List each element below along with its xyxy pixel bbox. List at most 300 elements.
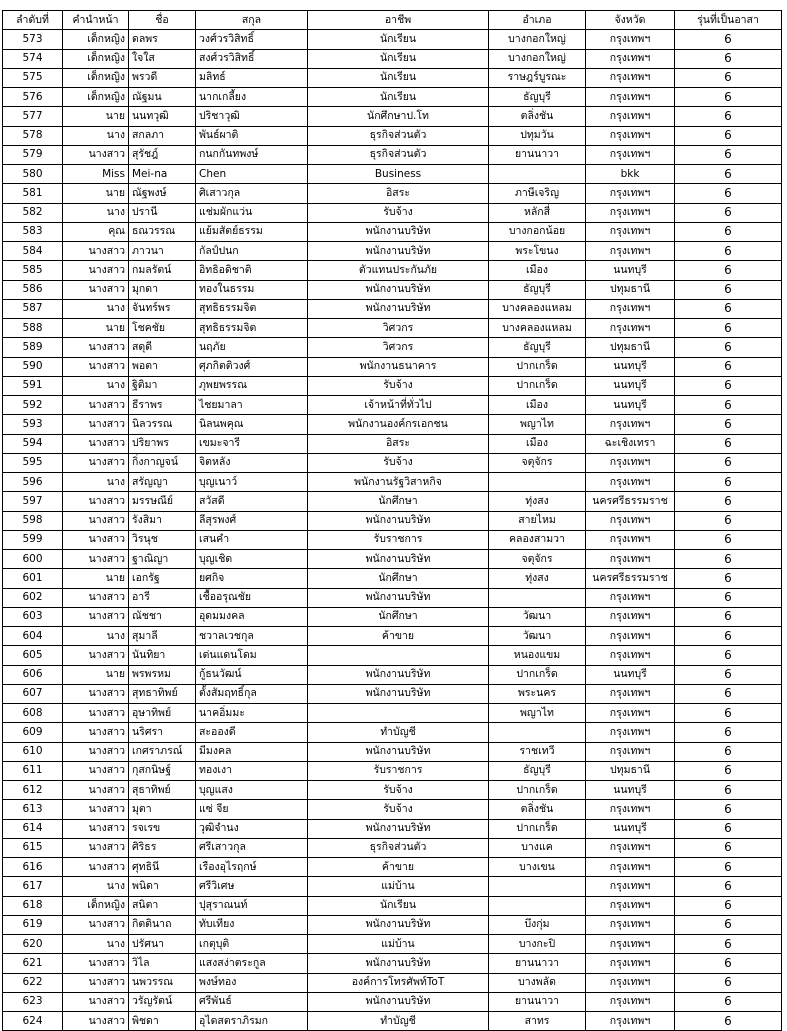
cell-province: กรุงเทพฯ (586, 627, 675, 646)
cell-no: 618 (3, 896, 63, 915)
cell-district: ปทุมวัน (489, 126, 586, 145)
table-row (3, 473, 782, 492)
cell-no: 587 (3, 299, 63, 318)
cell-district: บางพลัด (489, 973, 586, 992)
cell-first-name: ใจใส (129, 49, 196, 68)
cell-no: 619 (3, 915, 63, 934)
cell-last-name: ภุพยพรรณ (196, 376, 308, 395)
cell-occupation: พนักงานบริษัท (308, 742, 489, 761)
cell-generation: 6 (675, 145, 782, 164)
cell-province: กรุงเทพฯ (586, 935, 675, 954)
cell-last-name: แซ่ จีย (196, 800, 308, 819)
cell-occupation: ค้าขาย (308, 627, 489, 646)
cell-generation: 6 (675, 858, 782, 877)
cell-no: 601 (3, 569, 63, 588)
cell-prefix: นางสาว (63, 607, 129, 626)
cell-no: 612 (3, 781, 63, 800)
cell-province: กรุงเทพฯ (586, 877, 675, 896)
cell-last-name: นาคอิ่มมะ (196, 704, 308, 723)
cell-occupation: พนักงานบริษัท (308, 915, 489, 934)
cell-no: 573 (3, 30, 63, 49)
cell-occupation: พนักงานบริษัท (308, 665, 489, 684)
cell-prefix: นางสาว (63, 973, 129, 992)
table-row (3, 723, 782, 742)
cell-generation: 6 (675, 473, 782, 492)
cell-no: 600 (3, 550, 63, 569)
cell-prefix: นาง (63, 376, 129, 395)
cell-last-name: สุทธิธรรมจิต (196, 299, 308, 318)
cell-prefix: เด็กหญิง (63, 896, 129, 915)
cell-province: นนทบุรี (586, 357, 675, 376)
cell-prefix: นาง (63, 126, 129, 145)
cell-occupation: พนักงานบริษัท (308, 819, 489, 838)
cell-no: 591 (3, 376, 63, 395)
cell-district: ปากเกร็ด (489, 781, 586, 800)
cell-last-name: เกตุบุติ (196, 935, 308, 954)
cell-first-name: ฐิติมา (129, 376, 196, 395)
cell-last-name: ทับเทียง (196, 915, 308, 934)
cell-prefix: นาง (63, 473, 129, 492)
volunteer-table (2, 10, 782, 1031)
cell-generation: 6 (675, 30, 782, 49)
cell-first-name: ดลพร (129, 30, 196, 49)
table-row (3, 511, 782, 530)
cell-province: กรุงเทพฯ (586, 915, 675, 934)
cell-occupation: พนักงานธนาคาร (308, 357, 489, 376)
cell-last-name: กู้ธนวัฒน์ (196, 665, 308, 684)
cell-district (489, 896, 586, 915)
table-row (3, 646, 782, 665)
cell-province: กรุงเทพฯ (586, 473, 675, 492)
cell-prefix: นางสาว (63, 338, 129, 357)
header-no: ลำดับที่ (3, 11, 63, 30)
cell-first-name: สุธาทิพย์ (129, 781, 196, 800)
cell-generation: 6 (675, 896, 782, 915)
cell-district: เมือง (489, 434, 586, 453)
cell-province: นนทบุรี (586, 781, 675, 800)
cell-last-name: บุญเชิด (196, 550, 308, 569)
cell-first-name: นิลวรรณ (129, 415, 196, 434)
cell-province: กรุงเทพฯ (586, 607, 675, 626)
cell-occupation: พนักงานบริษัท (308, 684, 489, 703)
cell-province: นนทบุรี (586, 665, 675, 684)
cell-first-name: ปรัศนา (129, 935, 196, 954)
cell-province: กรุงเทพฯ (586, 222, 675, 241)
cell-generation: 6 (675, 607, 782, 626)
cell-occupation: พนักงานบริษัท (308, 511, 489, 530)
cell-generation: 6 (675, 280, 782, 299)
cell-province: ฉะเชิงเทรา (586, 434, 675, 453)
cell-generation: 6 (675, 165, 782, 184)
cell-province: ปทุมธานี (586, 761, 675, 780)
cell-prefix: Miss (63, 165, 129, 184)
cell-province: กรุงเทพฯ (586, 415, 675, 434)
cell-no: 611 (3, 761, 63, 780)
cell-generation: 6 (675, 992, 782, 1011)
cell-district: หนองแขม (489, 646, 586, 665)
table-row (3, 992, 782, 1011)
cell-occupation: รับจ้าง (308, 781, 489, 800)
table-row (3, 145, 782, 164)
cell-generation: 6 (675, 357, 782, 376)
cell-occupation: ทำบัญชี (308, 1012, 489, 1031)
cell-first-name: โชคชัย (129, 319, 196, 338)
table-row (3, 126, 782, 145)
cell-district: บางกอกใหญ่ (489, 30, 586, 49)
cell-prefix: นางสาว (63, 858, 129, 877)
table-row (3, 68, 782, 87)
cell-prefix: นางสาว (63, 396, 129, 415)
cell-first-name: พนิดา (129, 877, 196, 896)
cell-prefix: นางสาว (63, 261, 129, 280)
cell-no: 593 (3, 415, 63, 434)
cell-generation: 6 (675, 396, 782, 415)
cell-province: กรุงเทพฯ (586, 588, 675, 607)
cell-prefix: นางสาว (63, 819, 129, 838)
cell-generation: 6 (675, 800, 782, 819)
cell-generation: 6 (675, 299, 782, 318)
cell-last-name: เด่นแดนโดม (196, 646, 308, 665)
cell-occupation: นักเรียน (308, 68, 489, 87)
header-district: อำเภอ (489, 11, 586, 30)
cell-prefix: นาย (63, 569, 129, 588)
cell-no: 607 (3, 684, 63, 703)
cell-occupation: ค้าขาย (308, 858, 489, 877)
header-first-name: ชื่อ (129, 11, 196, 30)
cell-no: 581 (3, 184, 63, 203)
cell-first-name: พรวดี (129, 68, 196, 87)
cell-occupation: ธุรกิจส่วนตัว (308, 126, 489, 145)
cell-occupation: อิสระ (308, 184, 489, 203)
cell-district: ปากเกร็ด (489, 665, 586, 684)
cell-last-name: ปริชาวุฒิ (196, 107, 308, 126)
cell-first-name: วิไล (129, 954, 196, 973)
cell-generation: 6 (675, 88, 782, 107)
cell-last-name: ศรีวิเศษ (196, 877, 308, 896)
cell-generation: 6 (675, 184, 782, 203)
cell-district: บางกอกใหญ่ (489, 49, 586, 68)
cell-occupation: ตัวแทนประกันภัย (308, 261, 489, 280)
cell-occupation: รับราชการ (308, 761, 489, 780)
cell-prefix: นางสาว (63, 915, 129, 934)
table-row (3, 665, 782, 684)
cell-first-name: ธณวรรณ (129, 222, 196, 241)
cell-district: พญาไท (489, 704, 586, 723)
cell-province: กรุงเทพฯ (586, 319, 675, 338)
header-occupation: อาชีพ (308, 11, 489, 30)
cell-prefix: นางสาว (63, 838, 129, 857)
cell-first-name: วิรนุช (129, 530, 196, 549)
cell-last-name: วุฒิจำนง (196, 819, 308, 838)
cell-province: นนทบุรี (586, 396, 675, 415)
cell-last-name: ศรีเสาวกุล (196, 838, 308, 857)
table-row (3, 761, 782, 780)
table-row (3, 954, 782, 973)
table-row (3, 877, 782, 896)
cell-first-name: ณัฐมน (129, 88, 196, 107)
table-row (3, 453, 782, 472)
cell-no: 599 (3, 530, 63, 549)
cell-first-name: เกศราภรณ์ (129, 742, 196, 761)
cell-last-name: นฤภัย (196, 338, 308, 357)
cell-prefix: เด็กหญิง (63, 68, 129, 87)
cell-first-name: รจเรข (129, 819, 196, 838)
cell-occupation: พนักงานองค์กรเอกชน (308, 415, 489, 434)
cell-no: 595 (3, 453, 63, 472)
cell-occupation: พนักงานบริษัท (308, 280, 489, 299)
cell-district: วัฒนา (489, 627, 586, 646)
table-row (3, 530, 782, 549)
cell-no: 586 (3, 280, 63, 299)
table-row (3, 49, 782, 68)
cell-no: 583 (3, 222, 63, 241)
cell-no: 615 (3, 838, 63, 857)
cell-first-name: ภาวนา (129, 242, 196, 261)
cell-occupation (308, 646, 489, 665)
cell-province: กรุงเทพฯ (586, 453, 675, 472)
cell-last-name: ศิเสาวกุล (196, 184, 308, 203)
cell-occupation: นักเรียน (308, 88, 489, 107)
cell-province: นนทบุรี (586, 819, 675, 838)
table-row (3, 858, 782, 877)
table-row (3, 415, 782, 434)
cell-prefix: นาง (63, 299, 129, 318)
cell-prefix: คุณ (63, 222, 129, 241)
table-row (3, 1012, 782, 1031)
cell-no: 579 (3, 145, 63, 164)
cell-generation: 6 (675, 588, 782, 607)
cell-province: นครศรีธรรมราช (586, 492, 675, 511)
cell-last-name: มีมงคล (196, 742, 308, 761)
cell-prefix: นางสาว (63, 1012, 129, 1031)
cell-generation: 6 (675, 704, 782, 723)
cell-district: ปากเกร็ด (489, 357, 586, 376)
cell-generation: 6 (675, 376, 782, 395)
cell-no: 585 (3, 261, 63, 280)
cell-district: บางกอกน้อย (489, 222, 586, 241)
cell-last-name: แช่มผักแว่น (196, 203, 308, 222)
cell-first-name: พิชดา (129, 1012, 196, 1031)
cell-district: ธัญบุรี (489, 280, 586, 299)
cell-generation: 6 (675, 126, 782, 145)
cell-province: กรุงเทพฯ (586, 550, 675, 569)
cell-generation: 6 (675, 646, 782, 665)
cell-last-name: ยศกิจ (196, 569, 308, 588)
table-row (3, 819, 782, 838)
cell-generation: 6 (675, 511, 782, 530)
table-row (3, 242, 782, 261)
cell-district: บางคลองแหลม (489, 299, 586, 318)
cell-province: กรุงเทพฯ (586, 992, 675, 1011)
cell-last-name: จิตหลัง (196, 453, 308, 472)
cell-first-name: สุทธาทิพย์ (129, 684, 196, 703)
cell-no: 584 (3, 242, 63, 261)
cell-first-name: ศุทธินี (129, 858, 196, 877)
table-row (3, 357, 782, 376)
cell-prefix: นางสาว (63, 415, 129, 434)
cell-district: ตลิ่งชัน (489, 800, 586, 819)
cell-prefix: นาย (63, 107, 129, 126)
cell-occupation: นักศึกษา (308, 569, 489, 588)
cell-generation: 6 (675, 261, 782, 280)
cell-province: กรุงเทพฯ (586, 203, 675, 222)
cell-generation: 6 (675, 935, 782, 954)
table-row (3, 376, 782, 395)
table-row (3, 492, 782, 511)
cell-last-name: ศุภกิตติวงศ์ (196, 357, 308, 376)
cell-no: 614 (3, 819, 63, 838)
cell-last-name: เชื้ออรุณชัย (196, 588, 308, 607)
cell-prefix: นางสาว (63, 646, 129, 665)
cell-district: ราชเทวี (489, 742, 586, 761)
cell-last-name: สะอองดี (196, 723, 308, 742)
cell-province: กรุงเทพฯ (586, 88, 675, 107)
table-row (3, 896, 782, 915)
cell-prefix: นางสาว (63, 588, 129, 607)
table-row (3, 165, 782, 184)
cell-prefix: นาง (63, 935, 129, 954)
cell-last-name: ทองในธรรม (196, 280, 308, 299)
cell-prefix: นางสาว (63, 511, 129, 530)
cell-last-name: อุดมมงคล (196, 607, 308, 626)
cell-province: กรุงเทพฯ (586, 896, 675, 915)
cell-occupation: พนักงานบริษัท (308, 222, 489, 241)
cell-occupation: รับราชการ (308, 530, 489, 549)
table-row (3, 838, 782, 857)
cell-no: 609 (3, 723, 63, 742)
cell-occupation: พนักงานบริษัท (308, 550, 489, 569)
cell-occupation (308, 704, 489, 723)
cell-no: 580 (3, 165, 63, 184)
table-row (3, 781, 782, 800)
cell-district: ยานนาวา (489, 992, 586, 1011)
cell-first-name: สุรัชฎ์ (129, 145, 196, 164)
cell-no: 608 (3, 704, 63, 723)
table-row (3, 704, 782, 723)
cell-first-name: มุตา (129, 800, 196, 819)
cell-no: 606 (3, 665, 63, 684)
cell-no: 616 (3, 858, 63, 877)
table-row (3, 434, 782, 453)
cell-generation: 6 (675, 723, 782, 742)
cell-no: 589 (3, 338, 63, 357)
table-row (3, 319, 782, 338)
cell-province: กรุงเทพฯ (586, 49, 675, 68)
cell-last-name: Chen (196, 165, 308, 184)
cell-occupation: วิศวกร (308, 338, 489, 357)
cell-generation: 6 (675, 819, 782, 838)
cell-first-name: ณัฐพงษ์ (129, 184, 196, 203)
cell-province: กรุงเทพฯ (586, 742, 675, 761)
cell-district: บางกะปิ (489, 935, 586, 954)
table-row (3, 396, 782, 415)
cell-no: 596 (3, 473, 63, 492)
cell-generation: 6 (675, 319, 782, 338)
cell-first-name: สนิตา (129, 896, 196, 915)
cell-no: 597 (3, 492, 63, 511)
cell-first-name: สุมาลี (129, 627, 196, 646)
cell-prefix: นางสาว (63, 492, 129, 511)
cell-occupation: พนักงานบริษัท (308, 588, 489, 607)
cell-no: 623 (3, 992, 63, 1011)
cell-prefix: นางสาว (63, 800, 129, 819)
cell-occupation: นักศึกษา (308, 492, 489, 511)
cell-first-name: ณัชชา (129, 607, 196, 626)
cell-province: กรุงเทพฯ (586, 242, 675, 261)
cell-first-name: นพวรรณ (129, 973, 196, 992)
cell-district: ยานนาวา (489, 954, 586, 973)
cell-no: 602 (3, 588, 63, 607)
cell-generation: 6 (675, 781, 782, 800)
cell-occupation: เจ้าหน้าที่ทั่วไป (308, 396, 489, 415)
cell-no: 621 (3, 954, 63, 973)
cell-district (489, 473, 586, 492)
cell-district: จตุจักร (489, 550, 586, 569)
cell-district: ธัญบุรี (489, 761, 586, 780)
cell-province: ปทุมธานี (586, 280, 675, 299)
cell-first-name: Mei-na (129, 165, 196, 184)
cell-occupation: นักเรียน (308, 30, 489, 49)
cell-province: กรุงเทพฯ (586, 145, 675, 164)
cell-prefix: นางสาว (63, 742, 129, 761)
cell-generation: 6 (675, 550, 782, 569)
cell-prefix: เด็กหญิง (63, 30, 129, 49)
cell-first-name: จันทร์พร (129, 299, 196, 318)
cell-last-name: พันธ์ผาติ (196, 126, 308, 145)
cell-generation: 6 (675, 338, 782, 357)
cell-province: กรุงเทพฯ (586, 973, 675, 992)
cell-last-name: นิลนพคุณ (196, 415, 308, 434)
cell-district: ตลิ่งชัน (489, 107, 586, 126)
cell-province: กรุงเทพฯ (586, 954, 675, 973)
cell-district: ปากเกร็ด (489, 819, 586, 838)
table-row (3, 107, 782, 126)
table-row (3, 742, 782, 761)
cell-prefix: นาย (63, 319, 129, 338)
cell-generation: 6 (675, 434, 782, 453)
cell-prefix: นางสาว (63, 781, 129, 800)
table-row (3, 627, 782, 646)
cell-district: ธัญบุรี (489, 338, 586, 357)
cell-occupation: องค์การโทรศัพท์ToT (308, 973, 489, 992)
table-row (3, 935, 782, 954)
cell-no: 582 (3, 203, 63, 222)
cell-occupation: ทำบัญชี (308, 723, 489, 742)
cell-generation: 6 (675, 203, 782, 222)
cell-district: ภาษีเจริญ (489, 184, 586, 203)
table-row (3, 607, 782, 626)
cell-no: 574 (3, 49, 63, 68)
cell-first-name: อารี (129, 588, 196, 607)
cell-occupation: ธุรกิจส่วนตัว (308, 145, 489, 164)
cell-no: 605 (3, 646, 63, 665)
cell-generation: 6 (675, 453, 782, 472)
cell-first-name: ปรานี (129, 203, 196, 222)
cell-generation: 6 (675, 569, 782, 588)
cell-first-name: ปริยาพร (129, 434, 196, 453)
cell-prefix: นางสาว (63, 242, 129, 261)
cell-last-name: สุทธิธรรมจิต (196, 319, 308, 338)
cell-occupation: พนักงานบริษัท (308, 992, 489, 1011)
cell-generation: 6 (675, 915, 782, 934)
table-row (3, 569, 782, 588)
cell-district: พญาไท (489, 415, 586, 434)
cell-generation: 6 (675, 954, 782, 973)
cell-district: ทุ่งสง (489, 569, 586, 588)
cell-last-name: พงษ์ทอง (196, 973, 308, 992)
cell-district (489, 877, 586, 896)
cell-last-name: วงศ์วรวิสิทธิ์ (196, 30, 308, 49)
